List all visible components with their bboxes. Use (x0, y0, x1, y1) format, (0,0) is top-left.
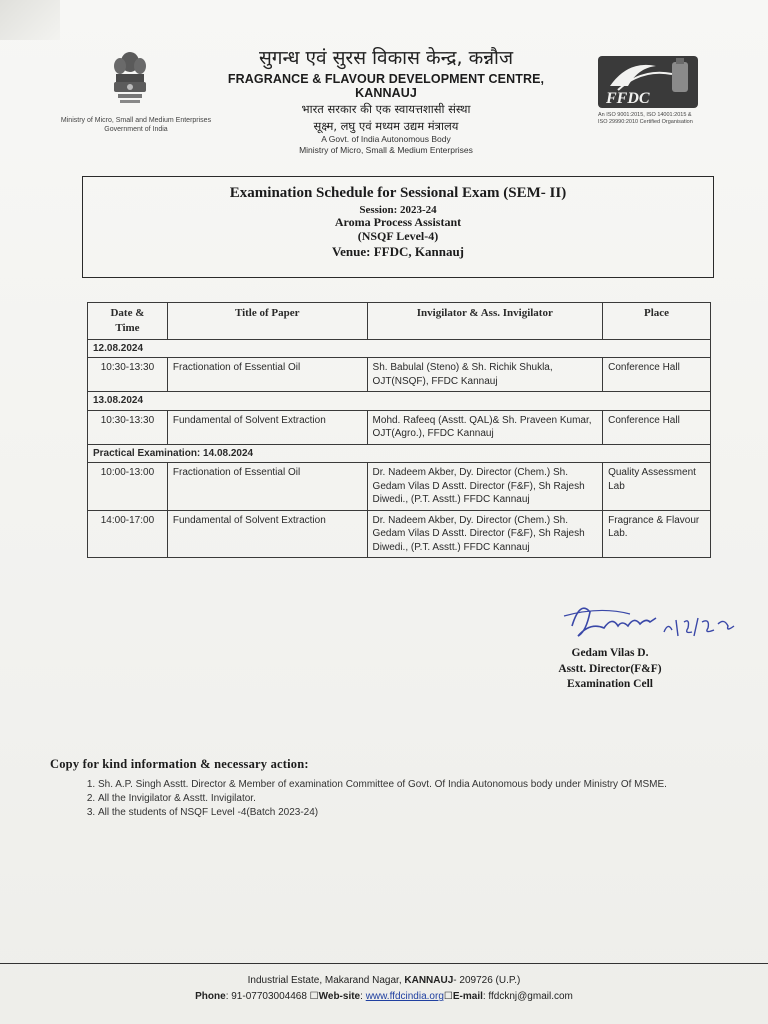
date-row (88, 339, 711, 358)
english-title: FRAGRANCE & FLAVOUR DEVELOPMENT CENTRE, KANNAUJ (227, 72, 545, 100)
email-address[interactable]: : ffdcknj@gmail.com (482, 991, 573, 1002)
date-row (88, 392, 711, 411)
table-header-row (88, 303, 711, 340)
paper-cell: Fractionation of Essential Oil (167, 463, 367, 511)
footer-divider (0, 963, 768, 964)
phone-label: Phone (195, 991, 226, 1002)
handwritten-signature (560, 592, 740, 644)
time-cell: 10:00-13:00 (88, 463, 168, 511)
header-date-line2: Time (115, 321, 140, 334)
invigilator-cell: Mohd. Rafeeq (Asstt. QAL)& Sh. Praveen Kumar, OJT(Agro.), FFDC Kannauj (367, 410, 603, 444)
header-date-line1: Date & (110, 307, 145, 319)
list-item: 2. All the Invigilator & Asstt. Invigilator. (98, 792, 738, 805)
exam-title-sem: (SEM- II) (503, 185, 567, 201)
footer-contact: Phone: 91-07703004468 ☐Web-site: www.ffdcindia.org☐E-mail: ffdcknj@gmail.com (195, 991, 573, 1002)
time-cell: 14:00-17:00 (88, 510, 168, 558)
email-label: E-mail (452, 991, 483, 1002)
copy-list (70, 778, 738, 820)
practical-date-cell: Practical Examination: 14.08.2024 (88, 444, 711, 463)
paper-cell: Fundamental of Solvent Extraction (167, 410, 367, 444)
header-paper: Title of Paper (167, 303, 367, 340)
ministry-line: Ministry of Micro, Small & Medium Enterprises (299, 144, 473, 155)
course-name: Aroma Process Assistant (334, 215, 462, 229)
header-invigilator: Invigilator & Ass. Invigilator (367, 303, 603, 340)
national-emblem-icon (108, 48, 152, 112)
hindi-subtitle-1: भारत सरकार की एक स्वायत्तशासी संस्था (301, 102, 471, 116)
page-fold (0, 0, 60, 40)
hindi-title: सुगन्ध एवं सुरस विकास केन्द्र, कन्नौज (258, 47, 514, 69)
invigilator-cell: Dr. Nadeem Akber, Dy. Director (Chem.) Sh. Gedam Vilas D Asstt. Director (F&F), Sh Rajesh Diwedi., (P.T. Asstt.) FFDC Kannauj (367, 510, 603, 558)
address-prefix: Industrial Estate, Makarand Nagar, (247, 975, 405, 986)
signatory-cell: Examination Cell (567, 678, 653, 691)
header-place: Place (603, 303, 711, 340)
iso-line1: An ISO 9001:2015, ISO 14001:2015 & (598, 112, 692, 118)
paper-cell: Fractionation of Essential Oil (167, 358, 367, 392)
invigilator-cell: Sh. Babulal (Steno) & Sh. Richik Shukla, OJT(NSQF), FFDC Kannauj (367, 358, 603, 392)
date-cell: 12.08.2024 (88, 339, 711, 358)
copy-heading: Copy for kind information & necessary action: (50, 757, 309, 771)
exam-title (83, 185, 713, 202)
table-row (88, 358, 711, 392)
place-cell: Conference Hall (603, 358, 711, 392)
paper-cell: Fundamental of Solvent Extraction (167, 510, 367, 558)
website-link[interactable]: www.ffdcindia.org (365, 991, 444, 1002)
separator-icon: ☐ (309, 991, 319, 1002)
place-cell: Fragrance & Flavour Lab. (603, 510, 711, 558)
time-cell: 10:30-13:30 (88, 410, 168, 444)
invigilator-cell: Dr. Nadeem Akber, Dy. Director (Chem.) Sh. Gedam Vilas D Asstt. Director (F&F), Sh Rajesh Diwedi., (P.T. Asstt.) FFDC Kannauj (367, 463, 603, 511)
exam-title-main: Examination Schedule for Sessional Exam (229, 185, 500, 201)
govt-body-line: A Govt. of India Autonomous Body (321, 134, 451, 144)
address-city: KANNAUJ (404, 975, 454, 986)
place-cell: Conference Hall (603, 410, 711, 444)
table-row (88, 410, 711, 444)
letterhead (196, 44, 576, 155)
exam-title-box (82, 176, 714, 278)
practical-date-row (88, 444, 711, 463)
table-row (88, 463, 711, 511)
list-item: 1. Sh. A.P. Singh Asstt. Director & Member of examination Committee of Govt. Of India Autonomous body under Ministry Of MSME. (98, 778, 738, 791)
venue: Venue: FFDC, Kannauj (331, 244, 465, 259)
exam-schedule-table (87, 302, 711, 558)
web-label: Web-site (318, 991, 361, 1002)
footer-address (0, 975, 768, 986)
signatory-name: Gedam Vilas D. (571, 647, 649, 659)
iso-certification (598, 112, 708, 126)
table-row (88, 510, 711, 558)
left-ministry-line1: Ministry of Micro, Small and Medium Enterprises (60, 117, 212, 124)
left-ministry-line2: Government of India (104, 126, 168, 134)
phone-number: : 91-07703004468 (225, 991, 307, 1002)
course-level: (NSQF Level-4) (357, 229, 439, 243)
hindi-subtitle-2: सूक्ष्म, लघु एवं मध्यम उद्यम मंत्रालय (313, 119, 459, 133)
header-date-time (88, 303, 168, 340)
place-cell: Quality Assessment Lab (603, 463, 711, 511)
signatory-block (540, 646, 680, 693)
separator-icon: ☐ (443, 991, 453, 1002)
iso-line2: ISO 29990:2010 Certified Organisation (598, 119, 693, 126)
session: Session: 2023-24 (359, 204, 437, 216)
list-item: 3. All the students of NSQF Level -4(Batch 2023-24) (98, 806, 738, 819)
address-suffix: - 209726 (U.P.) (453, 975, 521, 986)
date-cell: 13.08.2024 (88, 392, 711, 411)
ffdc-logo-icon (598, 56, 698, 108)
logo-text: FFDC (606, 90, 650, 107)
signatory-designation: Asstt. Director(F&F) (558, 662, 662, 675)
time-cell: 10:30-13:30 (88, 358, 168, 392)
